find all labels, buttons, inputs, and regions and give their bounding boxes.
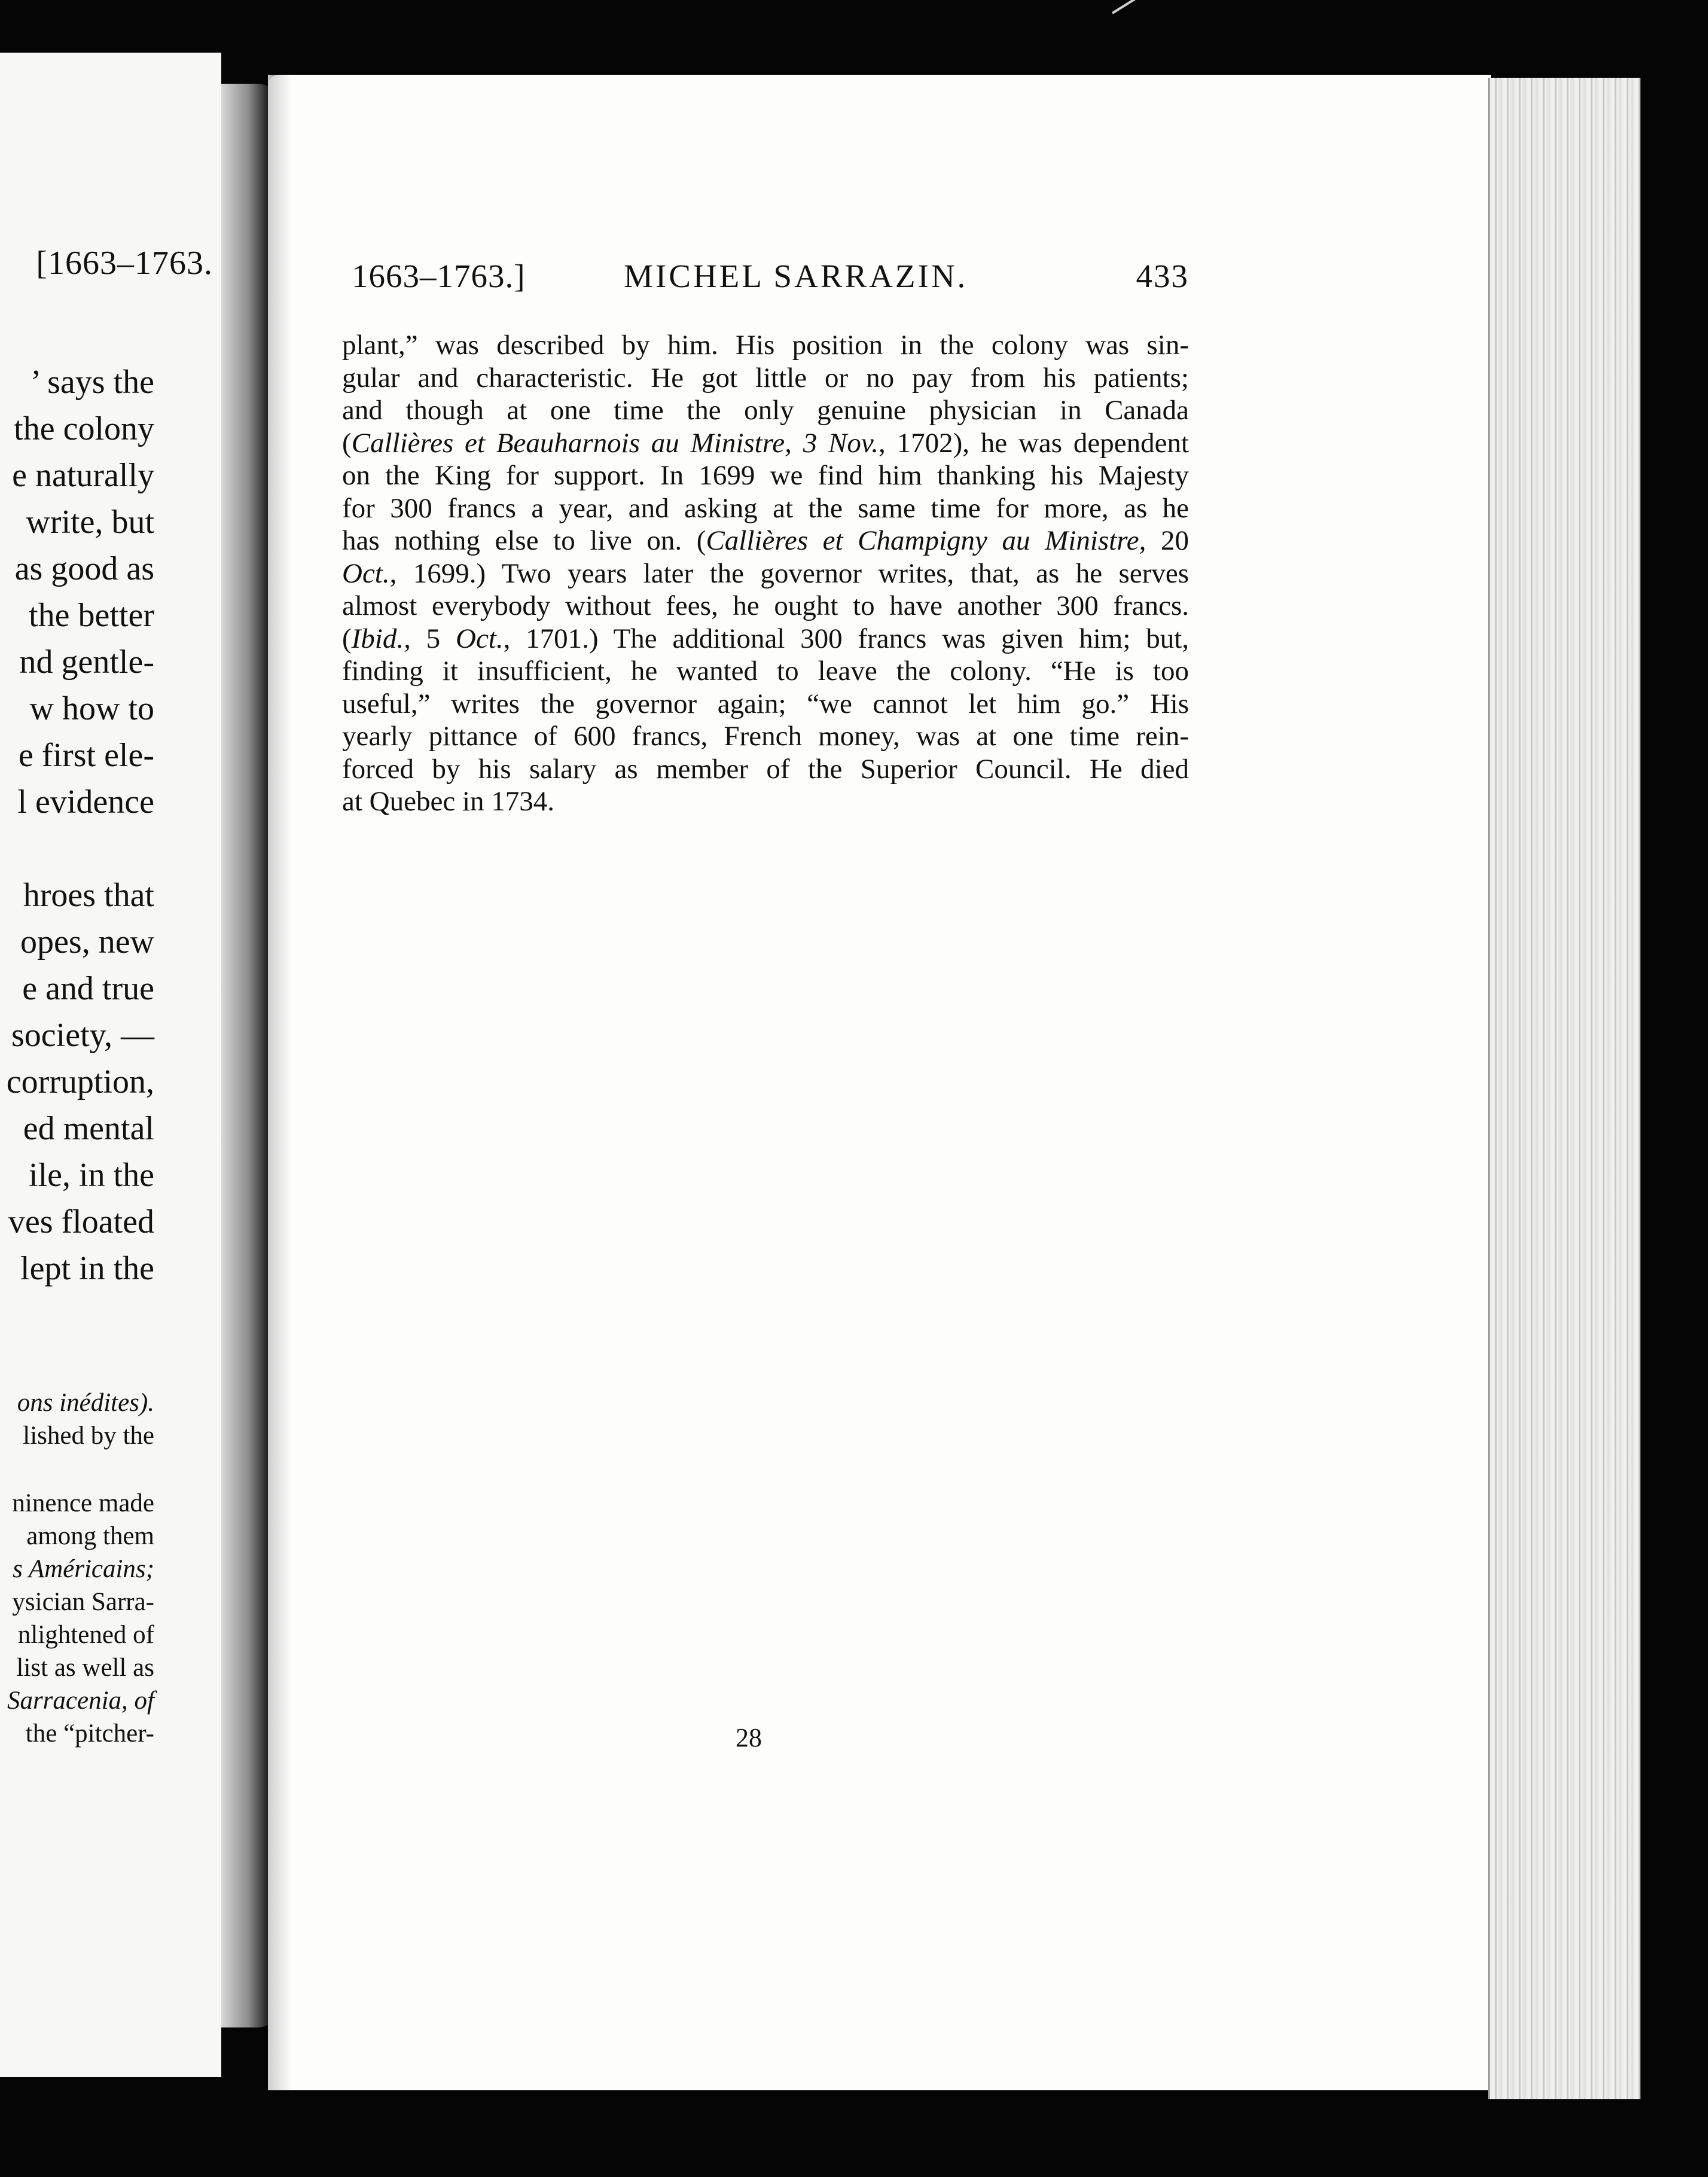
- citation-italic: Callières et Beauharnois au Ministre, 3 Nov.: [351, 427, 879, 459]
- left-note-line: ninence made: [12, 1489, 154, 1517]
- body-line: Oct., 1699.) Two years later the governor writes, that, as he serves: [342, 557, 1189, 589]
- left-line: the better: [29, 597, 154, 634]
- citation-italic: Oct.: [342, 557, 390, 589]
- left-line: ile, in the: [29, 1157, 154, 1194]
- body-line: at Quebec in 1734.: [342, 786, 555, 817]
- body-line: gular and characteristic. He got little or no pay from his patients;: [342, 362, 1189, 394]
- left-note-line: list as well as: [16, 1654, 154, 1682]
- left-line: e naturally: [12, 457, 154, 494]
- left-body-text: [7, 359, 154, 1292]
- body-line: has nothing else to live on. (Callières et Champigny au Ministre, 20: [342, 525, 1190, 556]
- body-line: (Callières et Beauharnois au Ministre, 3 Nov., 1702), he was dependent: [342, 427, 1189, 459]
- body-line: forced by his salary as member of the Superior Council. He died: [342, 753, 1189, 785]
- left-line: the colony: [14, 410, 154, 447]
- left-note-line: ons inédites).: [17, 1389, 154, 1417]
- running-head-title: MICHEL SARRAZIN.: [624, 258, 968, 294]
- scan-artifact: [1112, 0, 1189, 14]
- left-line: lept in the: [20, 1250, 154, 1287]
- left-line: ves floated: [8, 1203, 154, 1240]
- left-line: write, but: [26, 504, 154, 541]
- page-edges: [1488, 78, 1642, 2099]
- left-line: opes, new: [20, 923, 154, 961]
- left-page: [0, 53, 221, 2077]
- left-line: ’ says the: [30, 364, 154, 401]
- left-footnotes: [7, 1386, 154, 1750]
- left-note-line: lished by the: [23, 1422, 154, 1450]
- left-note-line: the “pitcher-: [25, 1719, 154, 1748]
- running-head-dates: 1663–1763.]: [352, 258, 526, 294]
- body-line: for 300 francs a year, and asking at the same time for more, as he: [342, 492, 1189, 524]
- left-note-line: s Américains;: [13, 1555, 154, 1583]
- left-line: as good as: [14, 550, 154, 587]
- left-note-line: among them: [26, 1522, 154, 1550]
- page-number: 433: [1136, 258, 1189, 294]
- body-line: finding it insufficient, he wanted to leave the colony. “He is too: [342, 655, 1189, 687]
- body-line: almost everybody without fees, he ought to have another 300 francs.: [342, 590, 1189, 621]
- left-line: e first ele-: [19, 737, 154, 774]
- running-head: [352, 257, 1189, 305]
- left-line: society, —: [11, 1017, 154, 1054]
- body-line: and though at one time the only genuine physician in Canada: [342, 395, 1189, 426]
- left-line: nd gentle-: [19, 644, 154, 681]
- left-line: corruption,: [6, 1063, 154, 1100]
- left-line: e and true: [22, 970, 154, 1007]
- left-note-line: ysician Sarra-: [12, 1588, 154, 1616]
- body-line: plant,” was described by him. His position in the colony was sin-: [342, 330, 1189, 361]
- body-line: (Ibid., 5 Oct., 1701.) The additional 300 francs was given him; but,: [342, 623, 1190, 654]
- left-line: hroes that: [23, 877, 154, 914]
- left-line: l evidence: [17, 783, 154, 821]
- signature-folio: 28: [736, 1723, 762, 1752]
- scan-background: [1640, 72, 1708, 2105]
- left-note-line: Sarracenia, of: [7, 1687, 154, 1715]
- body-line: on the King for support. In 1699 we find him thanking his Majesty: [342, 460, 1189, 491]
- left-line: ed mental: [23, 1110, 154, 1147]
- left-running-head: [1663–1763.: [36, 245, 213, 282]
- citation-italic: Callières et Champigny au Ministre,: [706, 525, 1146, 556]
- body-line: yearly pittance of 600 francs, French money, was at one time rein-: [342, 721, 1189, 752]
- citation-italic: Ibid.,: [351, 623, 411, 654]
- body-line: useful,” writes the governor again; “we cannot let him go.” His: [342, 688, 1189, 719]
- body-text: [342, 329, 1189, 818]
- left-line: w how to: [29, 690, 154, 727]
- page-curl-shadow: [268, 75, 292, 2090]
- left-note-line: nlightened of: [17, 1621, 154, 1649]
- citation-italic: Oct.: [456, 623, 504, 654]
